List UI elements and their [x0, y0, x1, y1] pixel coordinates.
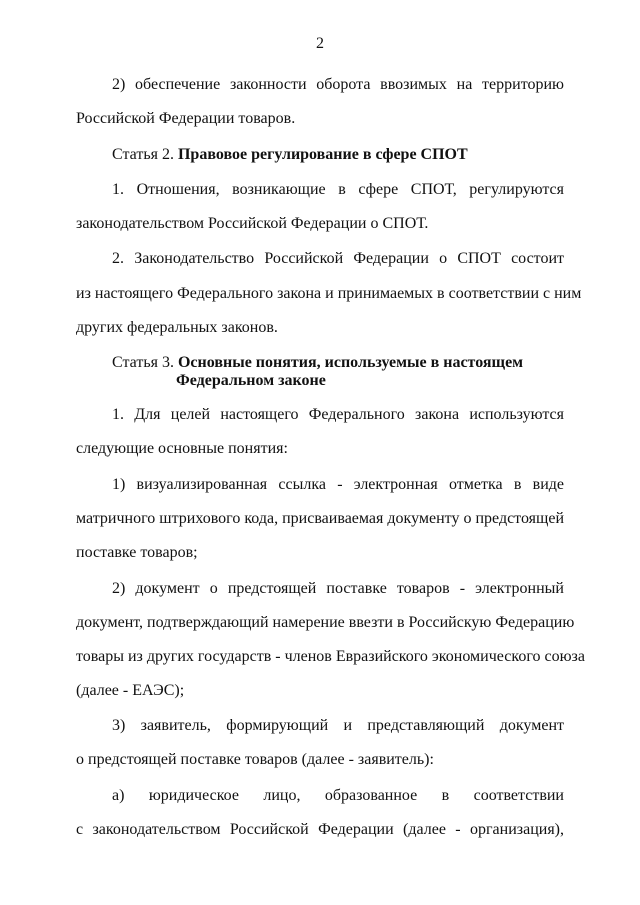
article3-item2-line4: (далее - ЕАЭС);: [76, 682, 185, 699]
article3-item1-line3: поставке товаров;: [76, 544, 198, 561]
article1-item2-line2: Российской Федерации товаров.: [76, 110, 296, 127]
article3-p1-line1: 1. Для целей настоящего Федерального закона используются: [112, 406, 564, 423]
article3-item3a-line1: а) юридическое лицо, образованное в соответствии: [112, 787, 564, 804]
article1-item2-line1: 2) обеспечение законности оборота ввозимых на территорию: [112, 76, 564, 93]
article3-item1-line1: 1) визуализированная ссылка - электронная отметка в виде: [112, 476, 564, 493]
article3-item2-line3: товары из других государств - членов Евразийского экономического союза: [76, 648, 585, 665]
article3-title-line2: Федеральном законе: [176, 372, 326, 389]
article2-title: Правовое регулирование в сфере СПОТ: [177, 146, 468, 163]
article3-heading: [112, 354, 523, 372]
article2-prefix: Статья 2.: [112, 146, 174, 163]
article2-heading: [112, 146, 468, 164]
article3-title-line1: Основные понятия, используемые в настоящем: [177, 354, 524, 371]
page-number: 2: [316, 35, 324, 52]
article2-p1-line2: законодательством Российской Федерации о СПОТ.: [76, 215, 429, 232]
article3-item1-line2: матричного штрихового кода, присваиваемая документу о предстоящей: [76, 510, 564, 527]
article3-item2-line2: документ, подтверждающий намерение ввезти в Российскую Федерацию: [76, 614, 575, 631]
article3-p1-line2: следующие основные понятия:: [76, 440, 288, 457]
article2-p2-line3: других федеральных законов.: [76, 319, 278, 336]
article3-prefix: Статья 3.: [112, 354, 174, 371]
article2-p1-line1: 1. Отношения, возникающие в сфере СПОТ, регулируются: [112, 181, 564, 198]
article2-p2-line1: 2. Законодательство Российской Федерации о СПОТ состоит: [112, 250, 564, 267]
article3-item2-line1: 2) документ о предстоящей поставке товаров - электронный: [112, 580, 564, 597]
article3-item3a-line2: с законодательством Российской Федерации (далее - организация),: [76, 821, 564, 838]
article3-item3-line2: о предстоящей поставке товаров (далее - заявитель):: [76, 751, 434, 768]
article3-item3-line1: 3) заявитель, формирующий и представляющий документ: [112, 717, 564, 734]
article2-p2-line2: из настоящего Федерального закона и принимаемых в соответствии с ним: [76, 285, 582, 302]
